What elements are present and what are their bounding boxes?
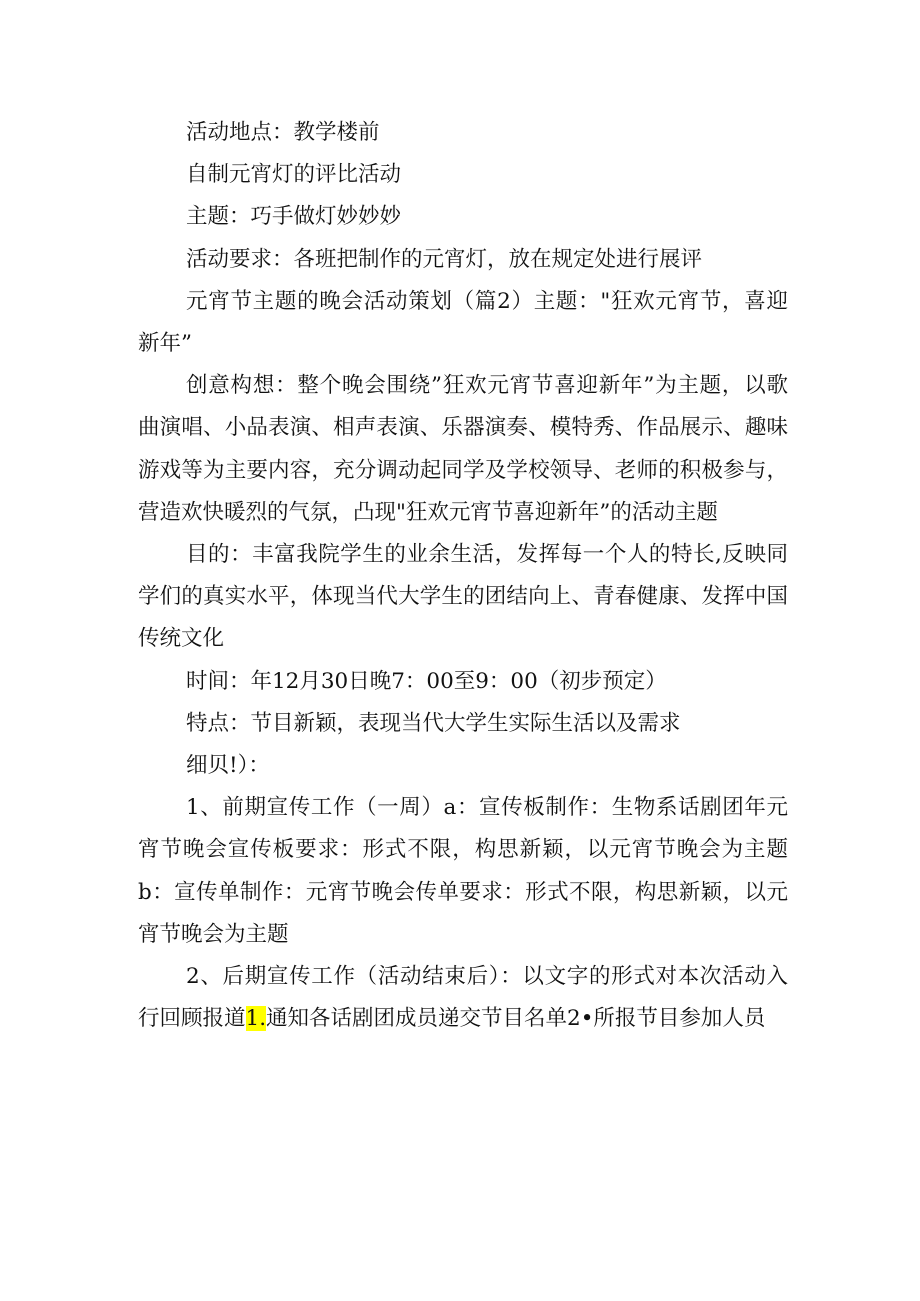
paragraph-purpose: 目的：丰富我院学生的业余生活，发挥每一个人的特长,反映同学们的真实水平，体现当代大学生的团结向上、青春健康、发挥中国传统文化	[138, 542, 788, 652]
paragraph-lantern-contest: 自制元宵灯的评比活动	[186, 162, 402, 188]
post-publicity-continued-text: 通知各话剧团成员递交节目名单2•所报节目参加人员	[266, 1006, 766, 1032]
document-body	[138, 112, 788, 1040]
paragraph-requirements: 活动要求：各班把制作的元宵灯，放在规定处进行展评	[186, 246, 703, 272]
post-publicity-text: 2、后期宣传工作（活动结束后）：以文字的形式对本次活动入行回顾报道	[138, 964, 788, 1032]
paragraph-features: 特点：节目新颖，表现当代大学生实际生活以及需求	[186, 710, 681, 736]
paragraph-details: 细贝!）：	[186, 753, 270, 779]
paragraph-theme: 主题：巧手做灯妙妙妙	[186, 204, 402, 230]
paragraph-post-publicity	[138, 956, 788, 1040]
paragraph-time: 时间：年12月30日晚7：00至9：00（初步预定）	[186, 668, 667, 694]
paragraph-pre-publicity: 1、前期宣传工作（一周）a：宣传板制作：生物系话剧团年元宵节晚会宣传板要求：形式不限，构思新颖，以元宵节晚会为主题b：宣传单制作：元宵节晚会传单要求：形式不限，构思新颖，以元宵节晚会为主题	[138, 795, 788, 947]
paragraph-location: 活动地点：教学楼前	[186, 120, 380, 145]
paragraph-creative-concept: 创意构想：整个晚会围绕”狂欢元宵节喜迎新年”为主题，以歌曲演唱、小品表演、相声表演、乐器演奏、模特秀、作品展示、趣味游戏等为主要内容，充分调动起同学及学校领导、老师的积极参与，营造欢快暖烈的气氛，凸现"狂欢元宵节喜迎新年”的活动主题	[138, 373, 788, 525]
paragraph-plan-title: 元宵节主题的晚会活动策划（篇2）主题："狂欢元宵节，喜迎新年”	[138, 288, 788, 357]
highlighted-text: 1.	[245, 1006, 267, 1032]
